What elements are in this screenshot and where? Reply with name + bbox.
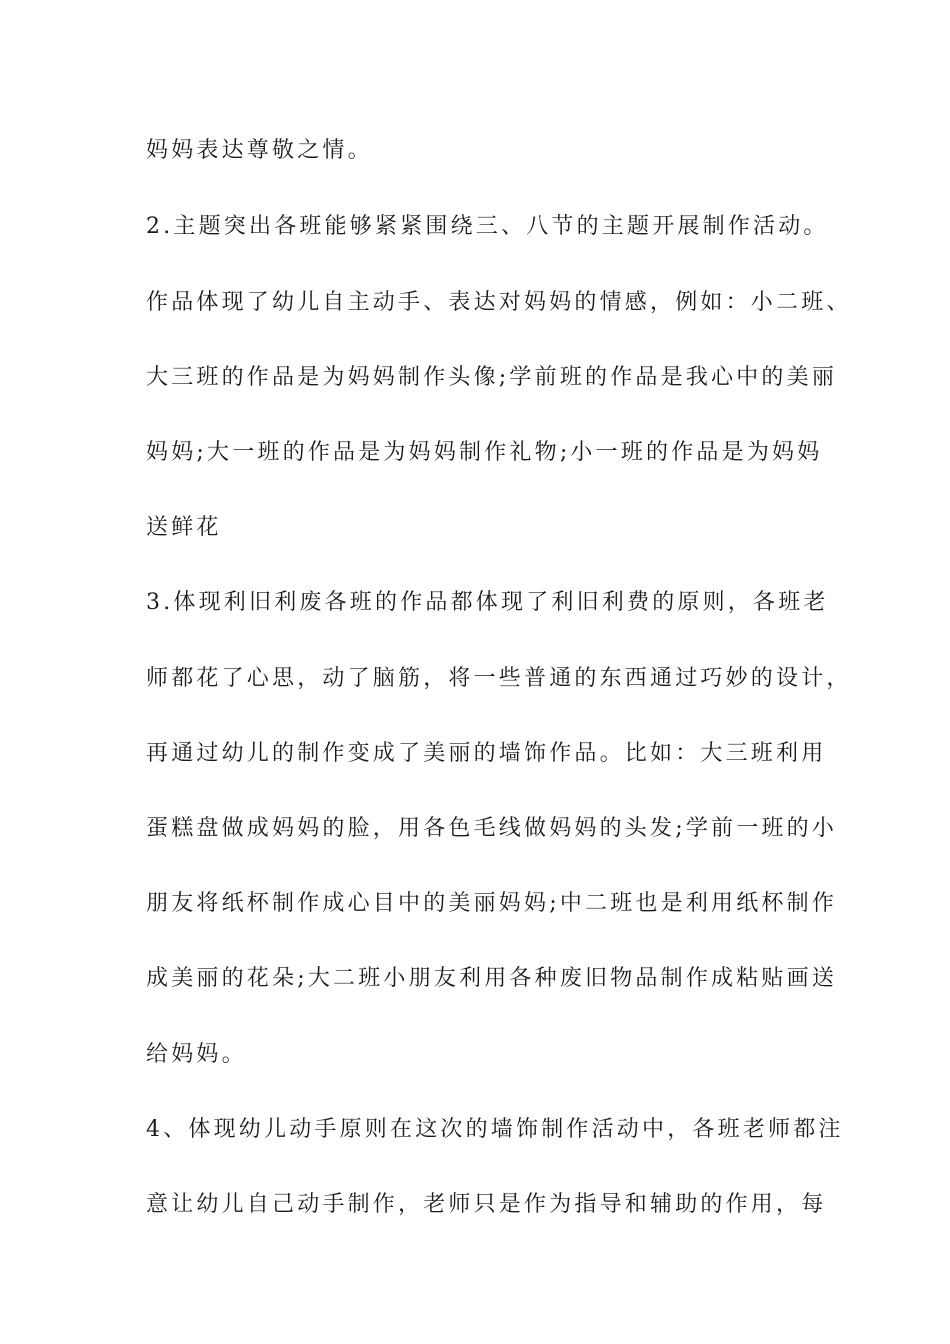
text-line: 意让幼儿自己动手制作，老师只是作为指导和辅助的作用，每 — [146, 1192, 827, 1217]
text-line: 给妈妈。 — [146, 1042, 247, 1067]
text-line: 师都花了心思，动了脑筋，将一些普通的东西通过巧妙的设计， — [146, 666, 852, 691]
text-line: 蛋糕盘做成妈妈的脸，用各色毛线做妈妈的头发;学前一班的小 — [146, 816, 838, 841]
text-line: 妈妈;大一班的作品是为妈妈制作礼物;小一班的作品是为妈妈 — [146, 440, 823, 465]
text-line: 大三班的作品是为妈妈制作头像;学前班的作品是我心中的美丽 — [146, 365, 838, 390]
text-line: 再通过幼儿的制作变成了美丽的墙饰作品。比如：大三班利用 — [146, 741, 827, 766]
text-line: 3.体现利旧利废各班的作品都体现了利旧利费的原则，各班老 — [146, 590, 829, 615]
text-line: 妈妈表达尊敬之情。 — [146, 138, 373, 163]
text-line: 作品体现了幼儿自主动手、表达对妈妈的情感，例如：小二班、 — [146, 290, 852, 315]
text-line: 2.主题突出各班能够紧紧围绕三、八节的主题开展制作活动。 — [146, 214, 829, 239]
text-line: 4、体现幼儿动手原则在这次的墙饰制作活动中，各班老师都注 — [146, 1117, 844, 1142]
text-line: 送鲜花 — [146, 515, 222, 540]
text-line: 成美丽的花朵;大二班小朋友利用各种废旧物品制作成粘贴画送 — [146, 966, 838, 991]
text-line: 朋友将纸杯制作成心目中的美丽妈妈;中二班也是利用纸杯制作 — [146, 891, 838, 916]
